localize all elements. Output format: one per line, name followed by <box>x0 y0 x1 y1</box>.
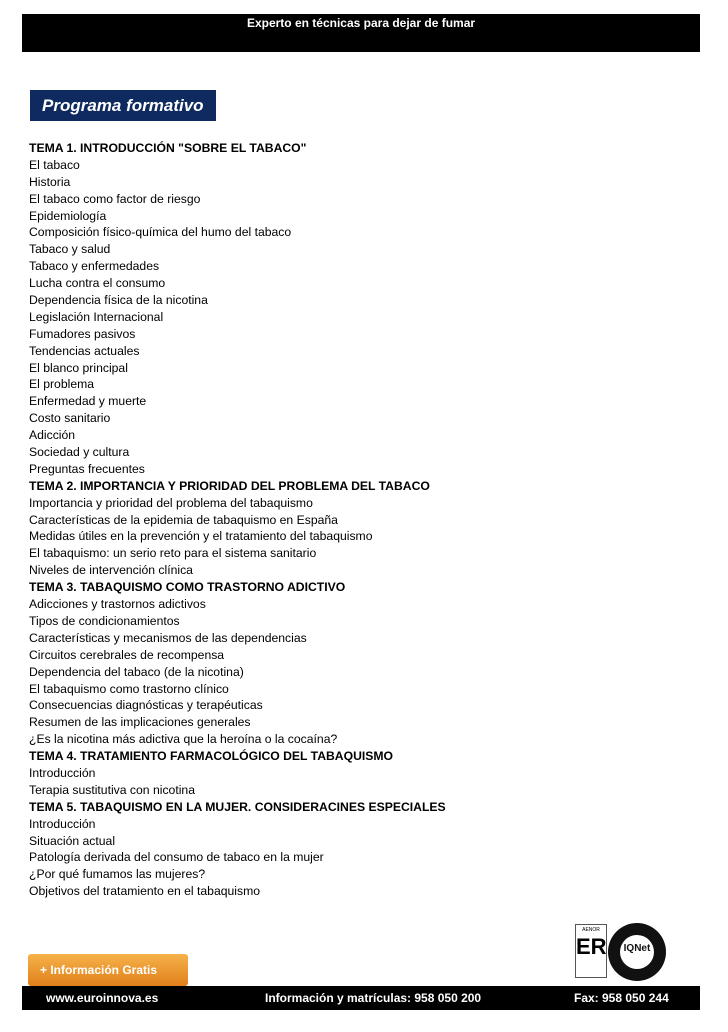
page-title: Experto en técnicas para dejar de fumar <box>246 16 476 30</box>
program-list <box>29 140 699 900</box>
program-item: El tabaquismo como trastorno clínico <box>29 681 229 696</box>
program-item: Dependencia del tabaco (de la nicotina) <box>29 664 244 679</box>
program-item: Tabaco y enfermedades <box>29 259 160 274</box>
program-item: Sociedad y cultura <box>29 445 130 460</box>
iqnet-certification-logo <box>608 923 666 981</box>
program-item: Introducción <box>29 816 96 831</box>
program-item: ¿Por qué fumamos las mujeres? <box>29 867 206 882</box>
program-item: Fumadores pasivos <box>29 326 136 341</box>
footer-fax: Fax: 958 050 244 <box>574 991 669 1005</box>
program-item: Legislación Internacional <box>29 309 164 324</box>
footer-website-link[interactable]: www.euroinnova.es <box>46 991 159 1005</box>
program-item: Resumen de las implicaciones generales <box>29 715 251 730</box>
info-request-button[interactable]: + Información Gratis <box>28 954 188 986</box>
program-item: Introducción <box>29 765 96 780</box>
program-topic-heading: TEMA 5. TABAQUISMO EN LA MUJER. CONSIDERACINES ESPECIALES <box>29 799 446 814</box>
aenor-certification-logo <box>575 924 607 978</box>
program-item: Consecuencias diagnósticas y terapéuticas <box>29 698 263 713</box>
program-item: Características y mecanismos de las dependencias <box>29 630 307 645</box>
program-item: Costo sanitario <box>29 411 111 426</box>
program-topic-heading: TEMA 2. IMPORTANCIA Y PRIORIDAD DEL PROBLEMA DEL TABACO <box>29 478 430 493</box>
program-item: Tipos de condicionamientos <box>29 613 180 628</box>
program-item: Lucha contra el consumo <box>29 276 166 291</box>
program-item: Historia <box>29 174 71 189</box>
program-item: Adicción <box>29 428 76 443</box>
program-item: Situación actual <box>29 833 116 848</box>
iqnet-label: IQNet <box>623 943 651 954</box>
program-item: Niveles de intervención clínica <box>29 563 193 578</box>
program-item: Circuitos cerebrales de recompensa <box>29 647 225 662</box>
section-label: Programa formativo <box>30 90 216 121</box>
program-item: ¿Es la nicotina más adictiva que la heroína o la cocaína? <box>29 732 338 747</box>
program-item: Objetivos del tratamiento en el tabaquismo <box>29 884 261 899</box>
program-item: El tabaco como factor de riesgo <box>29 191 201 206</box>
footer-contact-info: Información y matrículas: 958 050 200 <box>265 991 482 1005</box>
program-item: Patología derivada del consumo de tabaco en la mujer <box>29 850 324 865</box>
program-item: Medidas útiles en la prevención y el tratamiento del tabaquismo <box>29 529 373 544</box>
program-item: Preguntas frecuentes <box>29 461 145 476</box>
program-item: Terapia sustitutiva con nicotina <box>29 782 195 797</box>
aenor-mark: ER <box>576 934 607 959</box>
program-item: Composición físico-química del humo del tabaco <box>29 225 292 240</box>
program-item: Tabaco y salud <box>29 242 111 257</box>
program-item: El tabaquismo: un serio reto para el sistema sanitario <box>29 546 317 561</box>
program-item: Epidemiología <box>29 208 107 223</box>
program-item: Adicciones y trastornos adictivos <box>29 597 206 612</box>
program-item: El problema <box>29 377 95 392</box>
program-item: El blanco principal <box>29 360 128 375</box>
program-topic-heading: TEMA 1. INTRODUCCIÓN "SOBRE EL TABACO" <box>29 141 307 155</box>
program-topic-heading: TEMA 3. TABAQUISMO COMO TRASTORNO ADICTIVO <box>29 580 346 595</box>
header-bar <box>22 14 700 52</box>
program-item: Tendencias actuales <box>29 343 140 358</box>
program-item: Características de la epidemia de tabaquismo en España <box>29 512 338 527</box>
aenor-label: AENOR <box>582 927 600 933</box>
program-topic-heading: TEMA 4. TRATAMIENTO FARMACOLÓGICO DEL TABAQUISMO <box>29 749 394 764</box>
program-item: Importancia y prioridad del problema del tabaquismo <box>29 495 313 510</box>
program-item: Dependencia física de la nicotina <box>29 293 208 308</box>
program-item: El tabaco <box>29 157 80 172</box>
footer-bar <box>22 986 700 1010</box>
program-item: Enfermedad y muerte <box>29 394 147 409</box>
